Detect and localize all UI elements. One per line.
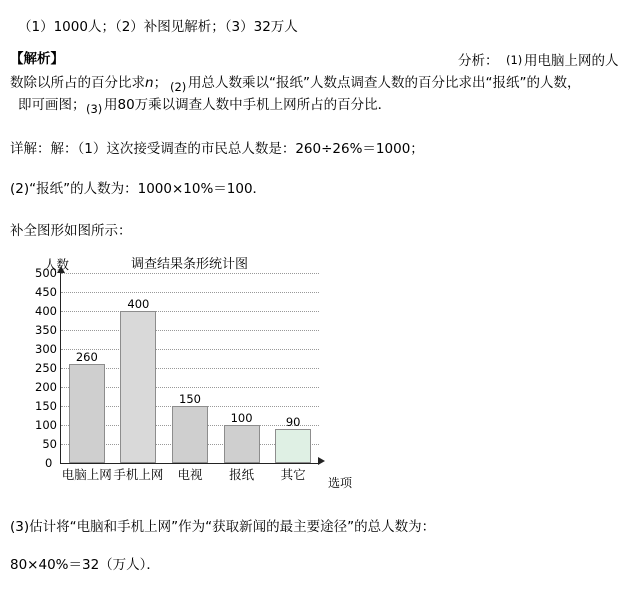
analysis-seg2-text-head: 用总人数乘以“报纸”人数点调查人数的百分比求出“报纸”的人数， — [188, 75, 581, 91]
analysis-seg2-text-tail: 即可画图； — [18, 97, 86, 113]
chart-x-tick-label: 报纸 — [229, 467, 255, 482]
analysis-seg1-text-head: 用电脑上网的人 — [524, 53, 619, 69]
chart-y-tick-label: 150 — [35, 399, 57, 413]
chart-bar — [120, 297, 156, 463]
chart-gridline — [61, 330, 319, 331]
analysis-seg2-number: (2) — [170, 80, 187, 94]
analysis-label: 【解析】 — [10, 51, 64, 67]
chart-bar — [172, 392, 208, 463]
chart-bar-value: 400 — [127, 297, 150, 311]
chart-y-tick-label: 300 — [35, 342, 57, 356]
chart-y-tick-label: 250 — [35, 361, 57, 375]
chart-x-tick-label: 电视 — [177, 467, 203, 482]
detail-line-2: (2)“报纸”的人数为：1000×10%＝100． — [10, 181, 267, 197]
y-axis-arrow-icon — [57, 266, 65, 273]
chart-bar-value: 90 — [285, 414, 301, 429]
detail-line-1: 详解：解：（1）这次接受调查的市民总人数是：260÷26%＝1000； — [10, 141, 424, 157]
chart-x-axis-label: 选项 — [328, 476, 353, 490]
analysis-seg3-text: 用80万乘以调查人数中手机上网所占的百分比． — [104, 97, 392, 113]
bar-chart — [18, 253, 388, 493]
chart-gridline — [61, 273, 319, 274]
chart-y-tick-label: 0 — [45, 456, 53, 470]
detail-line-5: 80×40%＝32（万人）． — [10, 557, 160, 573]
chart-bar-value: 260 — [75, 350, 98, 365]
chart-y-tick-label: 100 — [35, 418, 57, 432]
chart-title: 调查结果条形统计图 — [131, 257, 249, 272]
chart-y-tick-label: 350 — [35, 323, 57, 337]
chart-gridline — [61, 311, 319, 312]
chart-y-tick-label: 50 — [42, 437, 57, 451]
detail-line-3: 补全图形如图所示： — [10, 223, 132, 239]
analysis-seg1-text-tail: 数除以所占的百分比求n； — [10, 75, 168, 91]
chart-x-tick-label: 电脑上网 — [61, 467, 112, 482]
chart-gridline — [61, 349, 319, 350]
detail-line-4: (3)估计将“电脑和手机上网”作为“获取新闻的最主要途径”的总人数为： — [10, 519, 436, 535]
chart-bar — [69, 350, 105, 463]
chart-y-tick-label: 450 — [35, 285, 57, 299]
chart-plot-area — [35, 266, 319, 482]
chart-y-tick-label: 400 — [35, 304, 57, 318]
x-axis-arrow-icon — [318, 457, 325, 465]
chart-x-tick-label: 手机上网 — [113, 467, 164, 482]
chart-y-tick-label: 200 — [35, 380, 57, 394]
analysis-seg1-number: (1) — [506, 53, 523, 67]
chart-bar-value: 150 — [179, 392, 201, 406]
chart-gridline — [61, 292, 319, 293]
chart-bar — [275, 414, 311, 463]
chart-y-axis-label: 人数 — [44, 257, 70, 272]
chart-x-tick-label: 其它 — [280, 467, 306, 482]
answers-summary: （1）1000人；（2）补图见解析；（3）32万人 — [18, 19, 298, 35]
analysis-seg3-number: (3) — [86, 102, 103, 116]
chart-bar — [224, 411, 260, 463]
chart-y-tick-label: 500 — [35, 266, 57, 280]
analysis-heading: 分析： — [458, 53, 499, 69]
chart-bar-value: 100 — [230, 411, 253, 425]
